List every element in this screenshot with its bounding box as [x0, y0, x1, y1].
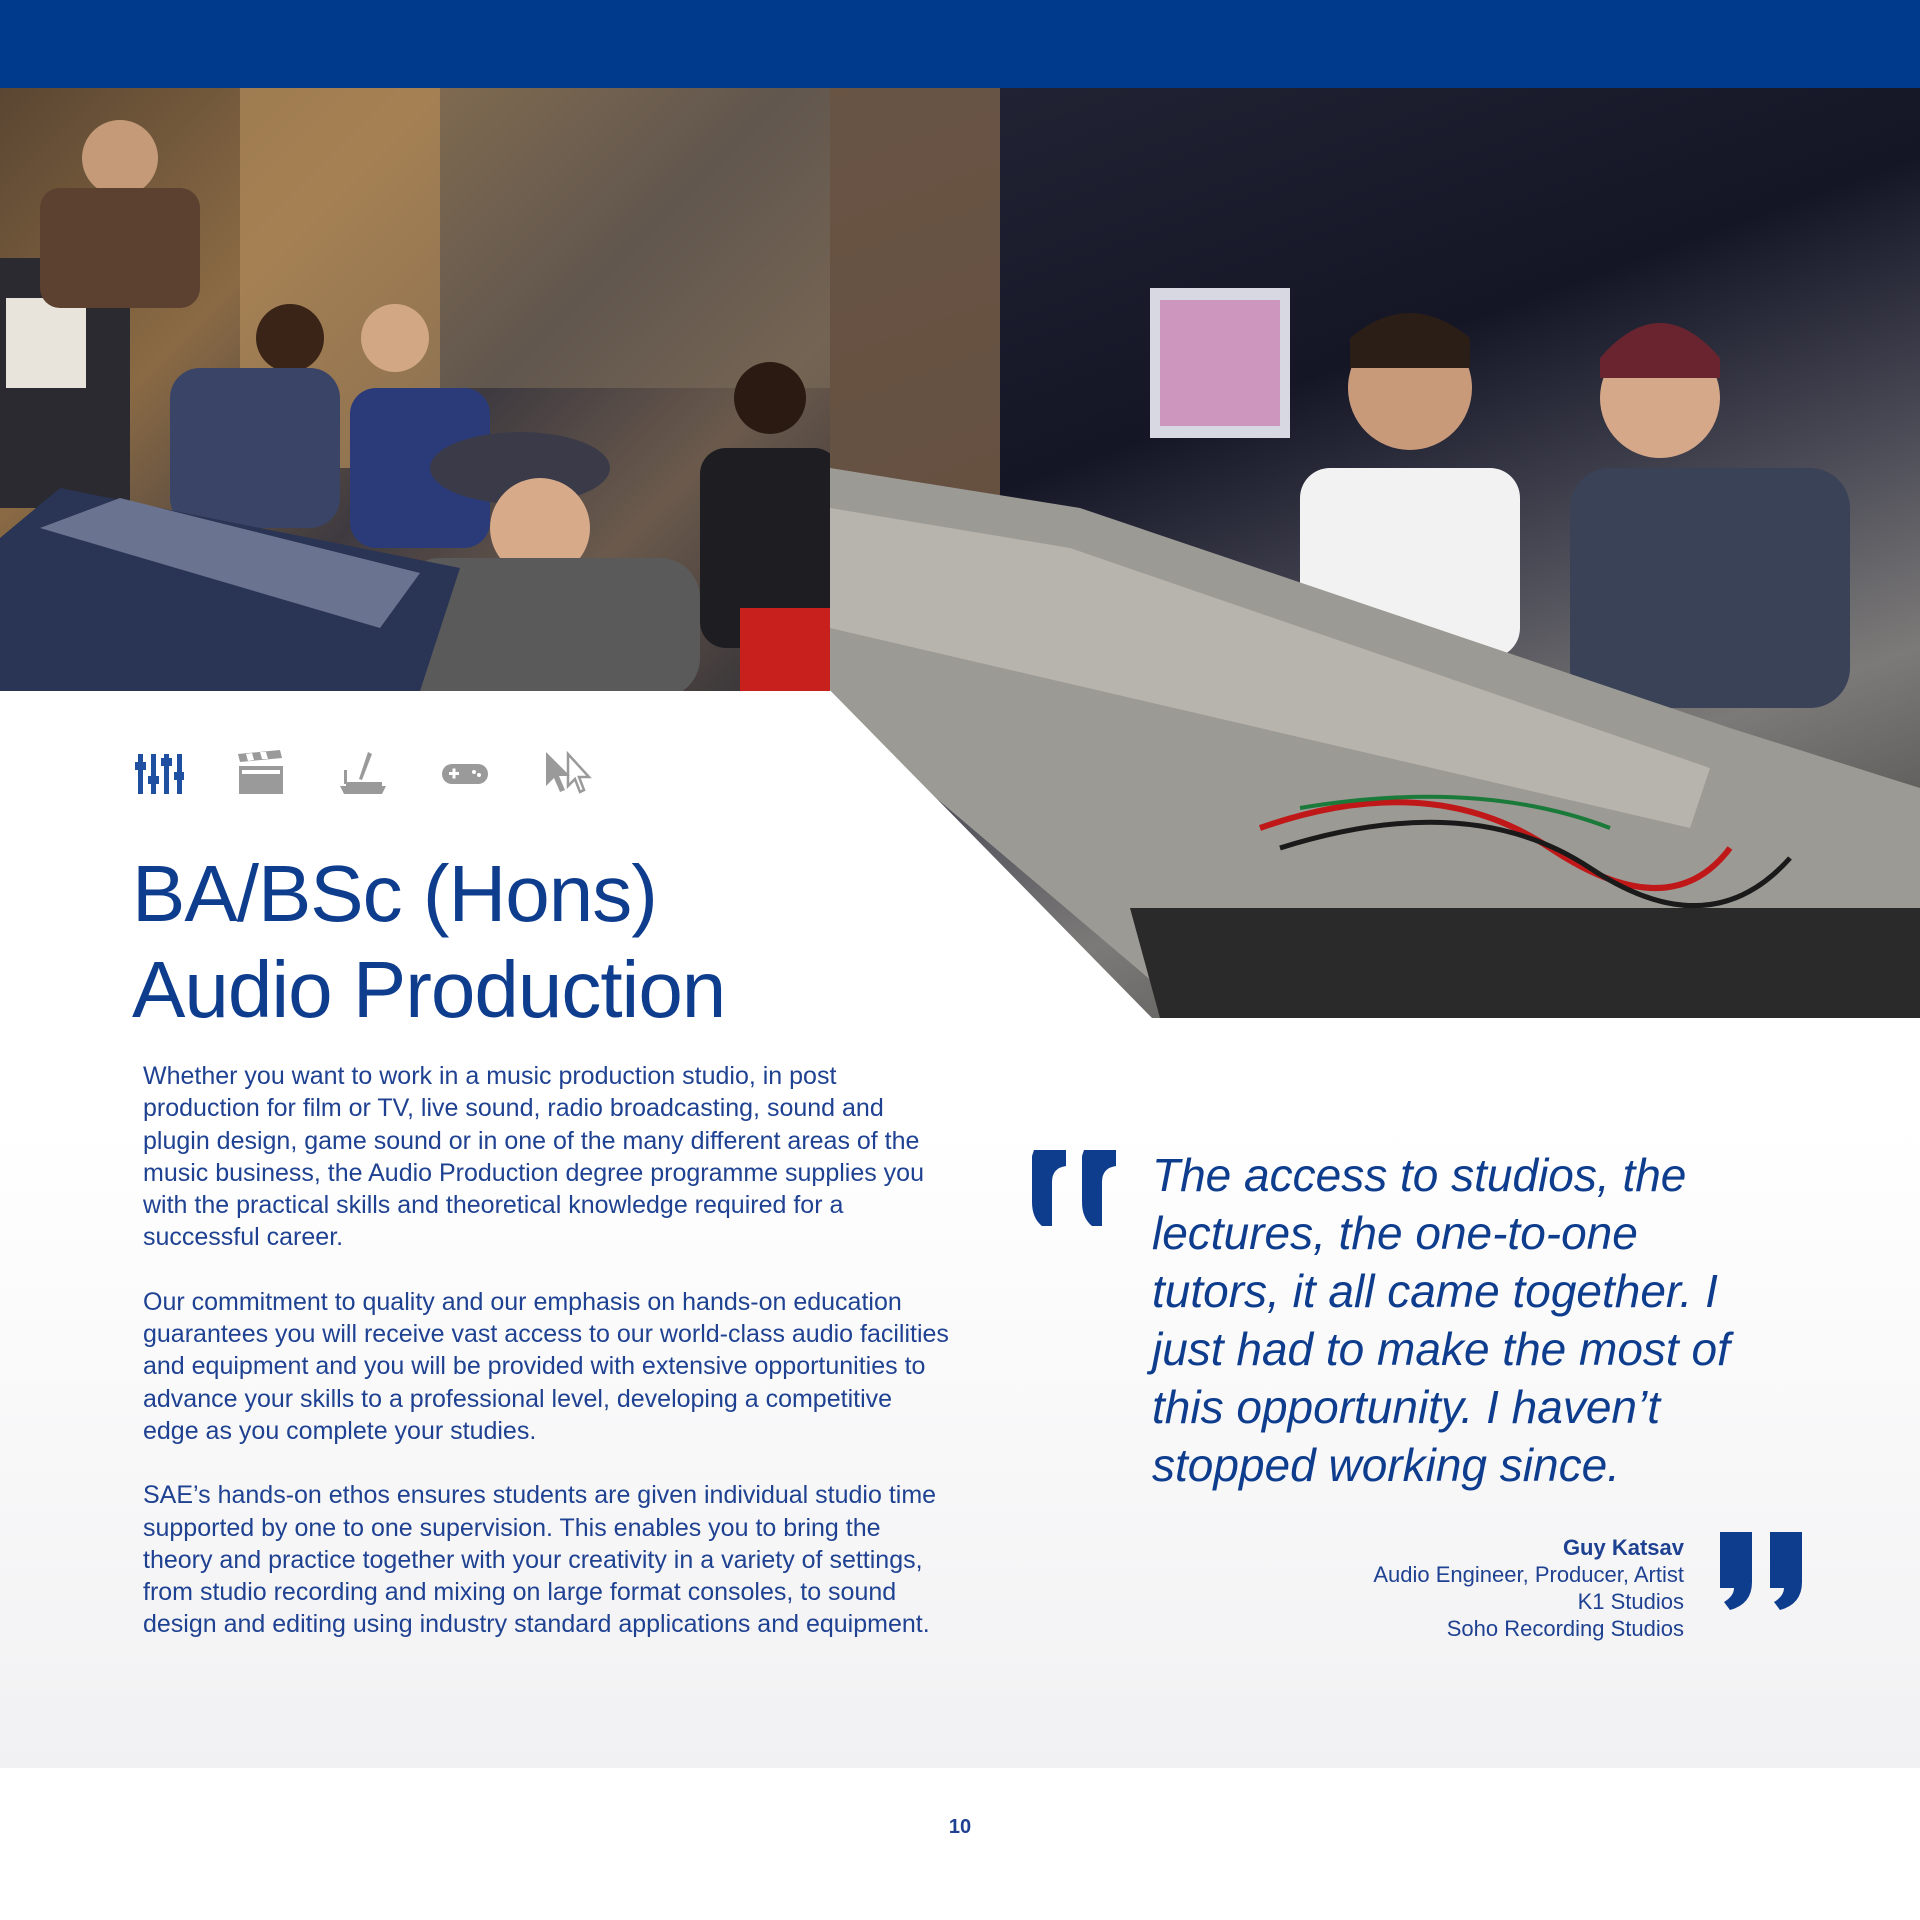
testimonial-attribution — [1373, 1534, 1684, 1642]
close-quote-icon — [1712, 1532, 1808, 1612]
clapperboard-icon — [236, 748, 286, 798]
description-paragraph-1: Whether you want to work in a music production studio, in post production for film or TV, live sound, radio broadcasting, sound and plugin design, game sound or in one of the many different areas of the music business, the Audio Production degree programme supplies you with the practical skills and theoretical knowledge required for a successful career. — [143, 1062, 924, 1252]
open-quote-icon — [1026, 1146, 1122, 1226]
course-title — [132, 846, 725, 1038]
header-bar — [0, 0, 1920, 88]
description-paragraph-2: Our commitment to quality and our emphasis on hands-on education guarantees you will receive vast access to our world-class audio facilities and equipment and you will be provided with extensive opportunities to advance your skills to a professional level, developing a competitive edge as you complete your studies. — [143, 1287, 949, 1445]
cursor-arrows-icon — [542, 748, 592, 798]
pen-tablet-icon — [338, 748, 388, 798]
gamepad-icon — [440, 748, 490, 798]
photo-students-illustration — [0, 88, 830, 691]
testimonial-quote: The access to studios, the lectures, the one-to-one tutors, it all came together. I just had to make the most of this opportunity. I haven’t stopped working since. — [1152, 1149, 1730, 1491]
testimonial-org-2: Soho Recording Studios — [1446, 1616, 1684, 1641]
course-title-line1: BA/BSc (Hons) — [132, 849, 657, 938]
mixer-faders-icon — [134, 748, 184, 798]
testimonial-org-1: K1 Studios — [1577, 1589, 1684, 1614]
course-description — [143, 1060, 953, 1673]
description-paragraph-3: SAE’s hands-on ethos ensures students are given individual studio time supported by one to one supervision. This enables you to bring the theory and practice together with your creativity in a variety of settings, from studio recording and mixing on large format consoles, to sound design and editing using industry standard applications and equipment. — [143, 1481, 937, 1639]
course-category-icons — [134, 748, 592, 798]
testimonial-role: Audio Engineer, Producer, Artist — [1373, 1562, 1684, 1587]
page-number: 10 — [948, 1816, 972, 1838]
testimonial-name: Guy Katsav — [1562, 1535, 1684, 1560]
course-title-line2: Audio Production — [132, 945, 726, 1034]
photo-students-mixing-desk — [0, 88, 830, 691]
